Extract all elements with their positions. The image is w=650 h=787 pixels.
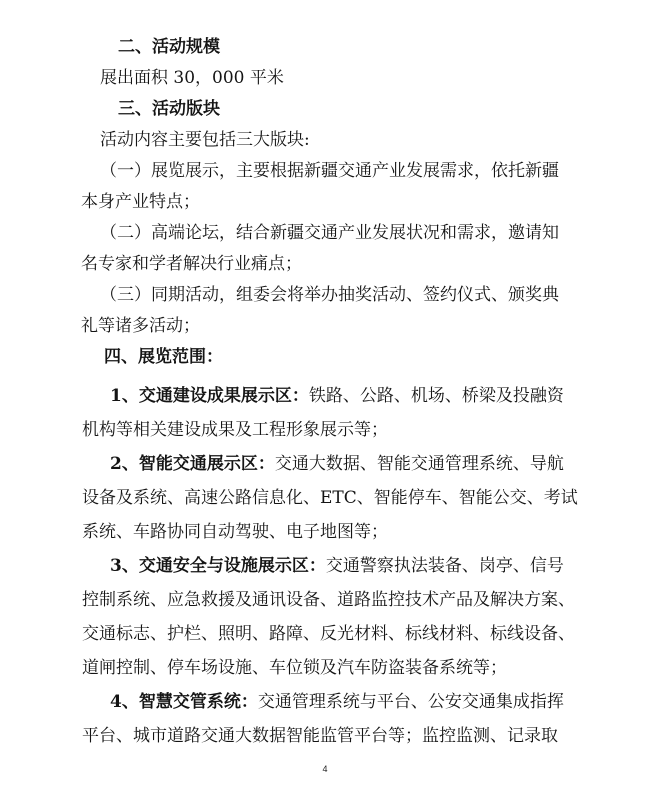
zone-4-line-2: 平台、城市道路交通大数据智能监管平台等；监控监测、记录取 <box>82 726 558 746</box>
zone-2-title: 2、智能交通展示区： <box>110 454 275 474</box>
section-3-item-3-line-2: 礼等诸多活动； <box>81 316 200 336</box>
section-2-heading: 二、活动规模 <box>118 37 220 57</box>
zone-1-line-2: 机构等相关建设成果及工程形象展示等； <box>82 420 388 440</box>
section-4-heading: 四、展览范围： <box>104 347 223 367</box>
zone-2-text: 交通大数据、智能交通管理系统、导航 <box>274 454 564 474</box>
section-2-text: 展出面积 30，000 平米 <box>100 68 284 88</box>
section-3-item-2-line-2: 名专家和学者解决行业痛点； <box>81 254 302 274</box>
section-3-item-1-line-2: 本身产业特点； <box>81 192 200 212</box>
zone-3-line-2: 控制系统、应急救援及通讯设备、道路监控技术产品及解决方案、 <box>82 590 575 610</box>
section-3-item-2-line-1: （二）高端论坛，结合新疆交通产业发展状况和需求，邀请知 <box>100 223 559 243</box>
zone-3-text: 交通警察执法装备、岗亭、信号 <box>325 556 564 576</box>
zone-4-text: 交通管理系统与平台、公安交通集成指挥 <box>257 692 564 712</box>
zone-4-title: 4、智慧交管系统： <box>110 692 258 712</box>
zone-3-line-1 <box>0 555 650 577</box>
zone-3-line-4: 道闸控制、停车场设施、车位锁及汽车防盗装备系统等； <box>82 658 507 678</box>
section-3-item-3-line-1: （三）同期活动，组委会将举办抽奖活动、签约仪式、颁奖典 <box>100 285 559 305</box>
section-3-item-1-line-1: （一）展览展示，主要根据新疆交通产业发展需求，依托新疆 <box>100 161 559 181</box>
page-number: 4 <box>322 764 328 774</box>
zone-2-line-2: 设备及系统、高速公路信息化、ETC、智能停车、智能公交、考试 <box>82 488 578 508</box>
zone-2-line-3: 系统、车路协同自动驾驶、电子地图等； <box>82 522 388 542</box>
section-3-intro: 活动内容主要包括三大版块: <box>100 130 310 150</box>
zone-1-title: 1、交通建设成果展示区： <box>110 386 309 406</box>
zone-3-line-3: 交通标志、护栏、照明、路障、反光材料、标线材料、标线设备、 <box>82 624 575 644</box>
zone-1-text: 铁路、公路、机场、桥梁及投融资 <box>308 386 564 406</box>
zone-2-line-1 <box>0 453 650 475</box>
zone-4-line-1 <box>0 691 650 713</box>
zone-1-line-1 <box>0 385 650 407</box>
section-3-heading: 三、活动版块 <box>118 99 220 119</box>
zone-3-title: 3、交通安全与设施展示区： <box>110 556 326 576</box>
